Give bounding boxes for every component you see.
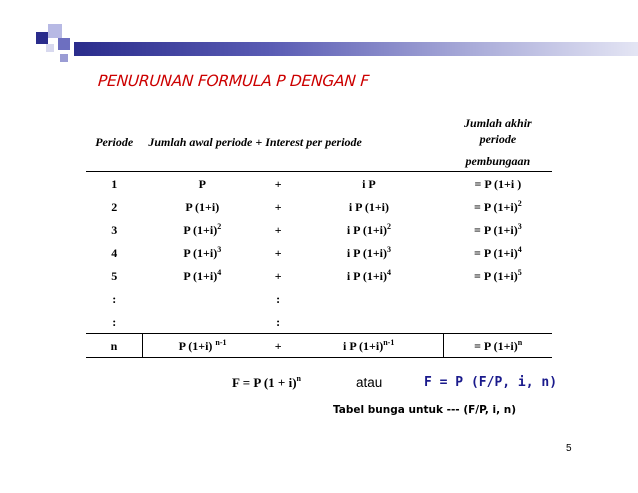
table-row [86,287,552,310]
row-operator-text: : [276,314,281,329]
row-operator-text: + [274,176,282,191]
row-interest-text: i P (1+i) [346,222,388,237]
row-operator [262,264,294,287]
row-period [86,264,142,287]
row-interest-exponent: n-1 [383,337,395,347]
row-interest [294,241,444,264]
header-akhir-line2: periode [479,132,517,146]
interest-table-note: Tabel bunga untuk --- (F/P, i, n) [333,404,517,416]
row-operator-text: + [274,245,282,260]
row-period [86,172,142,196]
row-operator [262,287,294,310]
row-operator [262,310,294,334]
row-operator [262,195,294,218]
formula-right: F = P (F/P, i, n) [424,375,558,390]
table-row [86,241,552,264]
row-initial-amount-text: P (1+i) [183,222,218,237]
row-interest-text: i P (1+i) [348,199,390,214]
row-final-amount-text: = P (1+i) [474,268,518,283]
row-final-amount [444,310,552,334]
row-final-amount [444,241,552,264]
row-interest-exponent: 4 [387,267,392,277]
row-operator [262,241,294,264]
row-interest [294,287,444,310]
row-final-amount-text: = P (1+i) [474,199,518,214]
table-header-row [86,113,552,172]
row-initial-amount-exponent: 3 [217,244,222,254]
row-interest-exponent: 2 [387,221,392,231]
row-period-text: 1 [111,176,118,191]
row-period [86,334,142,358]
row-initial-amount [142,310,262,334]
header-middle: Jumlah awal periode + Interest per periode [142,113,443,172]
row-interest [294,334,444,358]
row-final-amount [444,218,552,241]
formula-left-sup: n [296,374,301,383]
page-number: 5 [566,443,572,454]
row-period-text: 3 [111,222,118,237]
row-final-amount [444,264,552,287]
row-initial-amount [142,172,262,196]
header-akhir-line3: pembungaan [465,154,531,168]
row-operator [262,172,294,196]
row-operator [262,334,294,358]
row-period [86,195,142,218]
deco-square-mid [58,38,70,50]
row-final-amount [444,287,552,310]
table-row [86,218,552,241]
row-period [86,287,142,310]
row-interest-text: i P [362,176,376,191]
row-interest-text: i P (1+i) [343,338,384,353]
deco-square-pale [46,44,54,52]
row-interest-text: i P (1+i) [346,268,388,283]
deco-square-light [48,24,62,38]
row-initial-amount [142,241,262,264]
row-initial-amount-exponent: 2 [217,221,222,231]
derivation-table [86,113,552,358]
row-final-amount-text: = P (1+i ) [474,176,522,191]
row-operator-text: + [274,338,282,353]
row-initial-amount [142,287,262,310]
row-interest [294,195,444,218]
row-period-text: : [112,314,117,329]
row-final-amount-text: = P (1+i) [474,338,518,353]
row-period-text: 5 [111,268,118,283]
row-interest-exponent: 3 [387,244,392,254]
row-period [86,241,142,264]
row-final-amount-exponent: 4 [517,244,522,254]
row-final-amount-exponent: 5 [517,267,522,277]
row-period-text: n [110,338,118,353]
row-period-text: 4 [111,245,118,260]
row-initial-amount [142,218,262,241]
row-operator-text: + [274,268,282,283]
row-initial-amount [142,264,262,287]
row-interest [294,218,444,241]
row-initial-amount-text: P (1+i) [183,268,218,283]
row-final-amount-exponent: 3 [517,221,522,231]
row-operator-text: : [276,291,281,306]
row-operator-text: + [274,222,282,237]
row-initial-amount-exponent: n-1 [215,337,227,347]
header-periode: Periode [86,113,142,172]
formula-or: atau [356,375,383,390]
row-interest [294,172,444,196]
row-final-amount [444,172,552,196]
row-period [86,218,142,241]
row-final-amount [444,195,552,218]
row-period-text: 2 [111,199,118,214]
row-interest [294,264,444,287]
deco-square-small [60,54,68,62]
row-initial-amount-text: P (1+i) [178,338,216,353]
row-period-text: : [112,291,117,306]
header-bar [74,42,638,56]
row-operator [262,218,294,241]
row-final-amount-exponent: 2 [517,198,522,208]
row-final-amount-text: = P (1+i) [474,222,518,237]
header-jumlah-akhir [444,113,552,172]
formula-left-text: F = P (1 + i) [232,375,297,390]
row-interest-text: i P (1+i) [346,245,388,260]
table-row [86,195,552,218]
row-initial-amount-text: P (1+i) [183,245,218,260]
row-initial-amount-text: P (1+i) [185,199,220,214]
row-initial-amount [142,195,262,218]
table-row [86,264,552,287]
header-akhir-line1: Jumlah akhir [464,116,532,130]
row-interest [294,310,444,334]
row-final-amount [444,334,552,358]
table-row [86,172,552,196]
table-row [86,310,552,334]
row-final-amount-text: = P (1+i) [474,245,518,260]
slide-title: PENURUNAN FORMULA P DENGAN F [97,72,370,90]
deco-square-dark [36,32,48,44]
formula-left [232,375,301,391]
row-final-amount-exponent: n [517,337,523,347]
table-row [86,334,552,358]
row-operator-text: + [274,199,282,214]
row-initial-amount [142,334,262,358]
row-initial-amount-exponent: 4 [217,267,222,277]
row-period [86,310,142,334]
row-initial-amount-text: P [198,176,206,191]
